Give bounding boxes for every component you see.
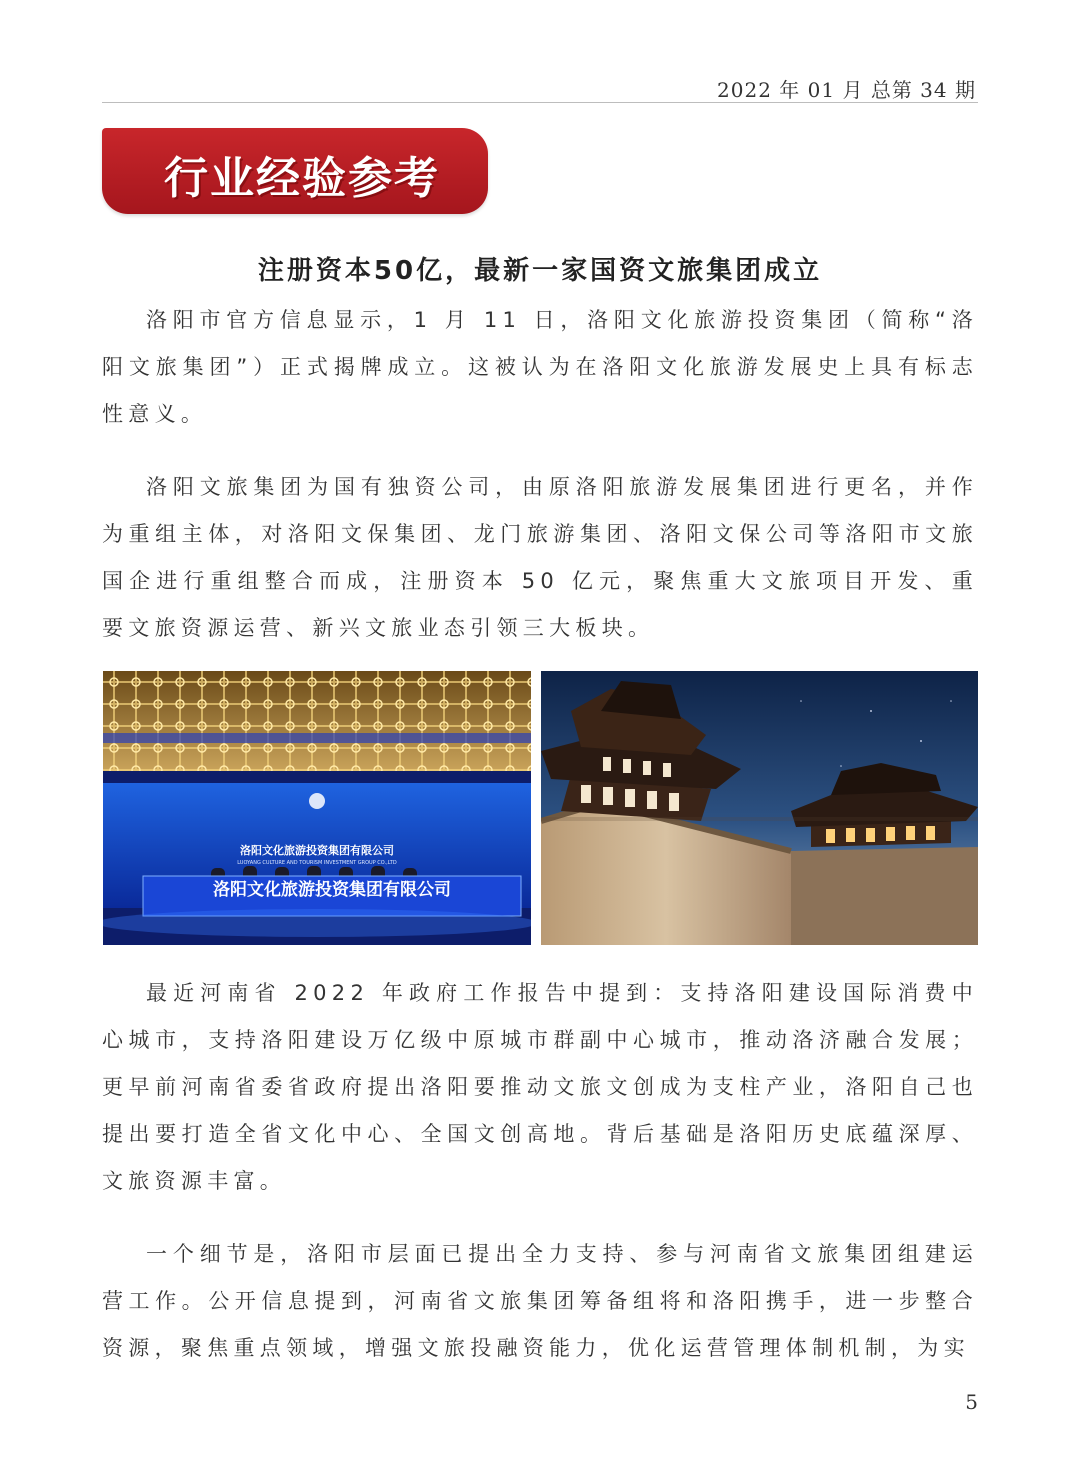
article-title: 注册资本50亿，最新一家国资文旅集团成立	[257, 256, 823, 286]
issue-info: 2022 年 01 月 总第 34 期	[717, 78, 976, 102]
page-number: 5	[965, 1390, 978, 1414]
section-label: 行业经验参考	[164, 153, 440, 204]
paragraph-3: 最近河南省 2022 年政府工作报告中提到：支持洛阳建设国际消费中心城市，支持洛阳建设万亿级中原城市群副中心城市，推动洛济融合发展；更早前河南省委省政府提出洛阳要推动文旅文创成为支柱产业，洛阳自己也提出要打造全省文化中心、全国文创高地。背后基础是洛阳历史底蕴深厚、文旅资源丰富。	[102, 981, 978, 1193]
ceremony-photo	[103, 671, 531, 945]
stage-title: 洛阳文化旅游投资集团有限公司	[240, 844, 394, 857]
city-gate-photo	[541, 671, 978, 945]
podium-text: 洛阳文化旅游投资集团有限公司	[213, 880, 451, 900]
paragraph-4: 一个细节是，洛阳市层面已提出全力支持、参与河南省文旅集团组建运营工作。公开信息提到，河南省文旅集团筹备组将和洛阳携手，进一步整合资源，聚焦重点领域，增强文旅投融资能力，优化运营管理体制机制，为实	[102, 1242, 978, 1360]
paragraph-2: 洛阳文旅集团为国有独资公司，由原洛阳旅游发展集团进行更名，并作为重组主体，对洛阳文保集团、龙门旅游集团、洛阳文保公司等洛阳市文旅国企进行重组整合而成，注册资本 50 亿元，聚焦重大文旅项目开发、重要文旅资源运营、新兴文旅业态引领三大板块。	[102, 475, 978, 640]
paragraph-1: 洛阳市官方信息显示，1 月 11 日，洛阳文化旅游投资集团（简称“洛阳文旅集团”）正式揭牌成立。这被认为在洛阳文化旅游发展史上具有标志性意义。	[102, 308, 978, 426]
stage-subtitle: LUOYANG CULTURE AND TOURISM INVESTMENT GROUP CO.,LTD	[237, 860, 397, 866]
section-banner	[102, 128, 488, 214]
header-divider	[102, 102, 978, 103]
